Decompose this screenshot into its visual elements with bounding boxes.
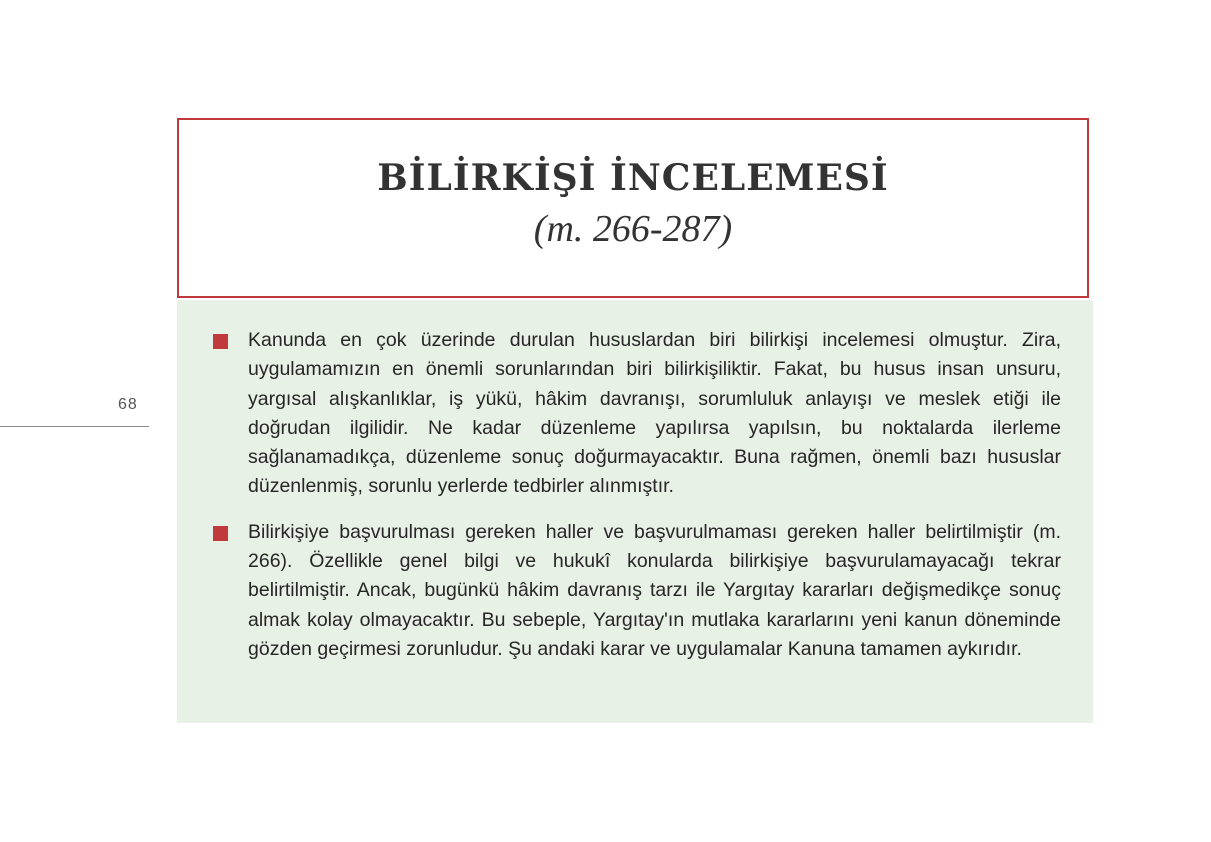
- bullet-text: Bilirkişiye başvurulması gereken haller ve başvurulmaması gereken haller belirtilmiştir (m. 266). Özellikle genel bilgi ve hukukî konularda bilirkişiye başvurulamayacağı tekrar belirtilmiştir. Ancak, bugünkü hâkim davranış tarzı ile Yargıtay kararları değişmedikçe sonuç almak kolay olmayacaktır. Bu sebeple, Yargıtay'ın mutlaka kararlarını yeni kanun döneminde gözden geçirmesi zorunludur. Şu andaki karar ve uygulamalar Kanuna tamamen aykırıdır.: [248, 520, 1061, 660]
- page-number-rule: [0, 426, 149, 427]
- bullet-square-icon: [213, 526, 228, 541]
- section-subtitle: (m. 266-287): [533, 208, 733, 250]
- page-number: 68: [118, 396, 138, 413]
- section-title: BİLİRKİŞİ İNCELEMESİ: [377, 157, 889, 199]
- bullet-text: Kanunda en çok üzerinde durulan hususlardan biri bilirkişi incelemesi olmuştur. Zira, uygulamamızın en önemli sorunlarından biri bilirkişiliktir. Fakat, bu husus insan unsuru, yargısal alışkanlıklar, iş yükü, hâkim davranışı, sorumluluk anlayışı ve meslek etiği ile doğrudan ilgilidir. Ne kadar düzenleme yapılırsa yapılsın, bu noktalarda ilerleme sağlanamadıkça, düzenleme sonuç doğurmayacaktır. Buna rağmen, önemli bazı hususlar düzenlenmiş, sorunlu yerlerde tedbirler alınmıştır.: [248, 329, 1061, 498]
- bullet-item: [213, 326, 1061, 502]
- bullet-item: [213, 518, 1061, 664]
- content-box: [177, 300, 1093, 723]
- bullet-square-icon: [213, 334, 228, 349]
- section-title-box: [177, 118, 1089, 298]
